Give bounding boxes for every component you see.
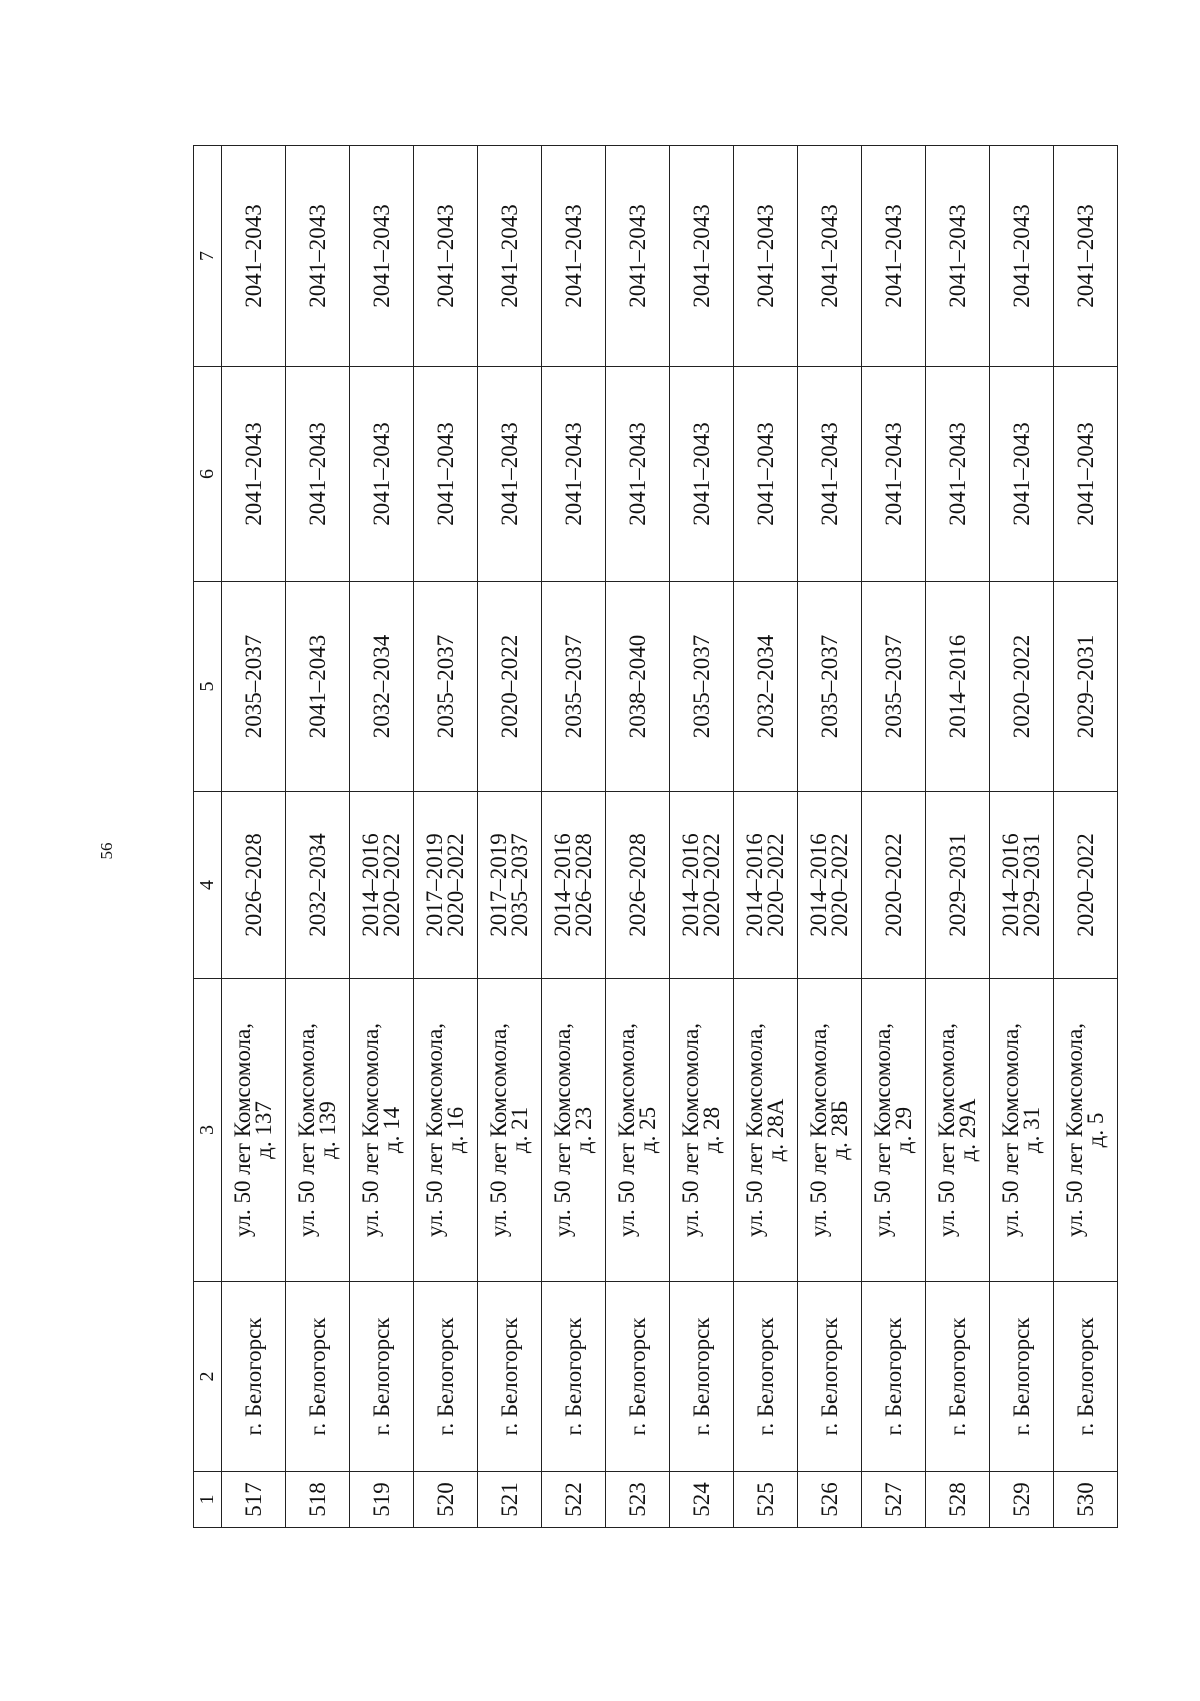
period-col7-cell: 2041–2043 [541,146,605,367]
header-row [194,146,222,1528]
page-number: 56 [97,842,116,860]
period-col4-cell-line: 2026–2028 [571,833,597,937]
period-col6-cell: 2041–2043 [349,367,413,582]
period-col5-cell: 2020–2022 [477,582,541,792]
row-number-cell: 526 [797,1472,861,1528]
rotated-table-container [193,146,1118,1528]
period-col4-cell [669,792,733,979]
address-cell [797,979,861,1282]
period-col7-cell: 2041–2043 [285,146,349,367]
table-row [349,146,413,1528]
period-col7-cell: 2041–2043 [1053,146,1117,367]
period-col4-cell-line: 2032–2034 [304,833,330,937]
address-cell-line: ул. 50 лет Комсомола, [678,1023,704,1237]
row-number-cell: 522 [541,1472,605,1528]
row-number-cell: 527 [861,1472,925,1528]
period-col4-cell-line: 2029–2031 [1019,833,1045,937]
period-col5-cell: 2038–2040 [605,582,669,792]
address-cell [925,979,989,1282]
header-cell-6: 6 [194,367,222,582]
period-col6-cell: 2041–2043 [1053,367,1117,582]
period-col7-cell: 2041–2043 [925,146,989,367]
period-col4-cell [733,792,797,979]
period-col4-cell [477,792,541,979]
table-row [413,146,477,1528]
table-row [285,146,349,1528]
address-cell-line: ул. 50 лет Комсомола, [934,1023,960,1237]
period-col4-cell-line: 2020–2022 [1072,833,1098,937]
period-col4-cell-line: 2020–2022 [379,833,405,937]
period-col4-cell [797,792,861,979]
address-cell-line: д. 28А [763,1098,789,1162]
address-cell [989,979,1053,1282]
city-cell: г. Белогорск [221,1282,285,1472]
header-cell-3: 3 [194,979,222,1282]
period-col4-cell-line: 2020–2022 [763,833,789,937]
address-cell-line: ул. 50 лет Комсомола, [614,1023,640,1237]
city-cell: г. Белогорск [733,1282,797,1472]
period-col6-cell: 2041–2043 [733,367,797,582]
period-col4-cell-line: 2017–2019 [486,833,512,937]
address-cell-line: д. 21 [507,1106,533,1154]
address-cell [861,979,925,1282]
period-col7-cell: 2041–2043 [221,146,285,367]
period-col4-cell-line: 2020–2022 [699,833,725,937]
period-col5-cell: 2035–2037 [221,582,285,792]
header-cell-4: 4 [194,792,222,979]
period-col5-cell: 2035–2037 [413,582,477,792]
period-col5-cell: 2035–2037 [669,582,733,792]
period-col4-cell-line: 2026–2028 [624,833,650,937]
schedule-table [193,145,1118,1528]
address-cell-line: ул. 50 лет Комсомола, [742,1023,768,1237]
row-number-cell: 523 [605,1472,669,1528]
row-number-cell: 519 [349,1472,413,1528]
period-col7-cell: 2041–2043 [349,146,413,367]
period-col4-cell-line: 2017–2019 [422,833,448,937]
city-cell: г. Белогорск [541,1282,605,1472]
period-col4-cell [221,792,285,979]
address-cell-line: ул. 50 лет Комсомола, [1062,1023,1088,1237]
table-row [541,146,605,1528]
address-cell [477,979,541,1282]
table-row [925,146,989,1528]
period-col4-cell-line: 2035–2037 [507,833,533,937]
address-cell [349,979,413,1282]
address-cell-line: д. 139 [315,1101,341,1159]
table-row [669,146,733,1528]
address-cell [605,979,669,1282]
address-cell-line: д. 28 [699,1106,725,1154]
row-number-cell: 529 [989,1472,1053,1528]
header-cell-1: 1 [194,1472,222,1528]
period-col5-cell: 2014–2016 [925,582,989,792]
period-col7-cell: 2041–2043 [669,146,733,367]
city-cell: г. Белогорск [477,1282,541,1472]
header-cell-2: 2 [194,1282,222,1472]
period-col6-cell: 2041–2043 [989,367,1053,582]
period-col4-cell-line: 2014–2016 [998,833,1024,937]
address-cell-line: д. 23 [571,1106,597,1154]
period-col4-cell [605,792,669,979]
table-row [733,146,797,1528]
address-cell-line: д. 137 [251,1101,277,1159]
period-col6-cell: 2041–2043 [605,367,669,582]
city-cell: г. Белогорск [285,1282,349,1472]
address-cell-line: д. 14 [379,1106,405,1154]
period-col5-cell: 2035–2037 [797,582,861,792]
period-col7-cell: 2041–2043 [477,146,541,367]
period-col7-cell: 2041–2043 [989,146,1053,367]
period-col4-cell-line: 2014–2016 [550,833,576,937]
address-cell-line: ул. 50 лет Комсомола, [870,1023,896,1237]
table-row [477,146,541,1528]
header-cell-5: 5 [194,582,222,792]
period-col7-cell: 2041–2043 [733,146,797,367]
period-col4-cell-line: 2014–2016 [742,833,768,937]
table-row [1053,146,1117,1528]
address-cell-line: ул. 50 лет Комсомола, [550,1023,576,1237]
city-cell: г. Белогорск [349,1282,413,1472]
address-cell-line: д. 29А [955,1098,981,1162]
address-cell-line: ул. 50 лет Комсомола, [358,1023,384,1237]
period-col6-cell: 2041–2043 [477,367,541,582]
address-cell-line: ул. 50 лет Комсомола, [294,1023,320,1237]
row-number-cell: 530 [1053,1472,1117,1528]
row-number-cell: 521 [477,1472,541,1528]
table-body [194,146,1118,1528]
row-number-cell: 518 [285,1472,349,1528]
period-col7-cell: 2041–2043 [861,146,925,367]
period-col6-cell: 2041–2043 [221,367,285,582]
row-number-cell: 517 [221,1472,285,1528]
period-col4-cell-line: 2020–2022 [443,833,469,937]
period-col5-cell: 2041–2043 [285,582,349,792]
address-cell-line: ул. 50 лет Комсомола, [230,1023,256,1237]
period-col4-cell [989,792,1053,979]
city-cell: г. Белогорск [1053,1282,1117,1472]
period-col5-cell: 2020–2022 [989,582,1053,792]
period-col6-cell: 2041–2043 [285,367,349,582]
period-col4-cell-line: 2026–2028 [240,833,266,937]
period-col4-cell-line: 2029–2031 [944,833,970,937]
table-row [221,146,285,1528]
address-cell [733,979,797,1282]
city-cell: г. Белогорск [861,1282,925,1472]
period-col4-cell-line: 2020–2022 [880,833,906,937]
period-col5-cell: 2029–2031 [1053,582,1117,792]
city-cell: г. Белогорск [605,1282,669,1472]
table-row [605,146,669,1528]
address-cell-line: д. 31 [1019,1106,1045,1154]
address-cell-line: д. 25 [635,1106,661,1154]
city-cell: г. Белогорск [797,1282,861,1472]
period-col4-cell [349,792,413,979]
address-cell [221,979,285,1282]
address-cell-line: д. 29 [891,1106,917,1154]
period-col6-cell: 2041–2043 [669,367,733,582]
period-col4-cell [925,792,989,979]
address-cell [669,979,733,1282]
period-col6-cell: 2041–2043 [861,367,925,582]
table-row [861,146,925,1528]
period-col6-cell: 2041–2043 [541,367,605,582]
row-number-cell: 528 [925,1472,989,1528]
period-col7-cell: 2041–2043 [605,146,669,367]
table-row [797,146,861,1528]
period-col4-cell-line: 2020–2022 [827,833,853,937]
period-col7-cell: 2041–2043 [797,146,861,367]
header-cell-7: 7 [194,146,222,367]
period-col4-cell [541,792,605,979]
city-cell: г. Белогорск [925,1282,989,1472]
address-cell-line: д. 28Б [827,1100,853,1160]
address-cell-line: д. 5 [1083,1112,1109,1148]
period-col5-cell: 2032–2034 [349,582,413,792]
period-col4-cell [285,792,349,979]
city-cell: г. Белогорск [989,1282,1053,1472]
address-cell [285,979,349,1282]
table-row [989,146,1053,1528]
period-col4-cell [413,792,477,979]
address-cell [1053,979,1117,1282]
period-col4-cell-line: 2014–2016 [678,833,704,937]
city-cell: г. Белогорск [669,1282,733,1472]
period-col4-cell-line: 2014–2016 [806,833,832,937]
row-number-cell: 520 [413,1472,477,1528]
address-cell-line: ул. 50 лет Комсомола, [806,1023,832,1237]
address-cell [541,979,605,1282]
address-cell [413,979,477,1282]
address-cell-line: д. 16 [443,1106,469,1154]
period-col4-cell [1053,792,1117,979]
row-number-cell: 525 [733,1472,797,1528]
period-col5-cell: 2032–2034 [733,582,797,792]
period-col6-cell: 2041–2043 [413,367,477,582]
period-col4-cell [861,792,925,979]
city-cell: г. Белогорск [413,1282,477,1472]
period-col7-cell: 2041–2043 [413,146,477,367]
period-col6-cell: 2041–2043 [925,367,989,582]
period-col4-cell-line: 2014–2016 [358,833,384,937]
period-col6-cell: 2041–2043 [797,367,861,582]
period-col5-cell: 2035–2037 [541,582,605,792]
row-number-cell: 524 [669,1472,733,1528]
period-col5-cell: 2035–2037 [861,582,925,792]
address-cell-line: ул. 50 лет Комсомола, [422,1023,448,1237]
address-cell-line: ул. 50 лет Комсомола, [998,1023,1024,1237]
address-cell-line: ул. 50 лет Комсомола, [486,1023,512,1237]
